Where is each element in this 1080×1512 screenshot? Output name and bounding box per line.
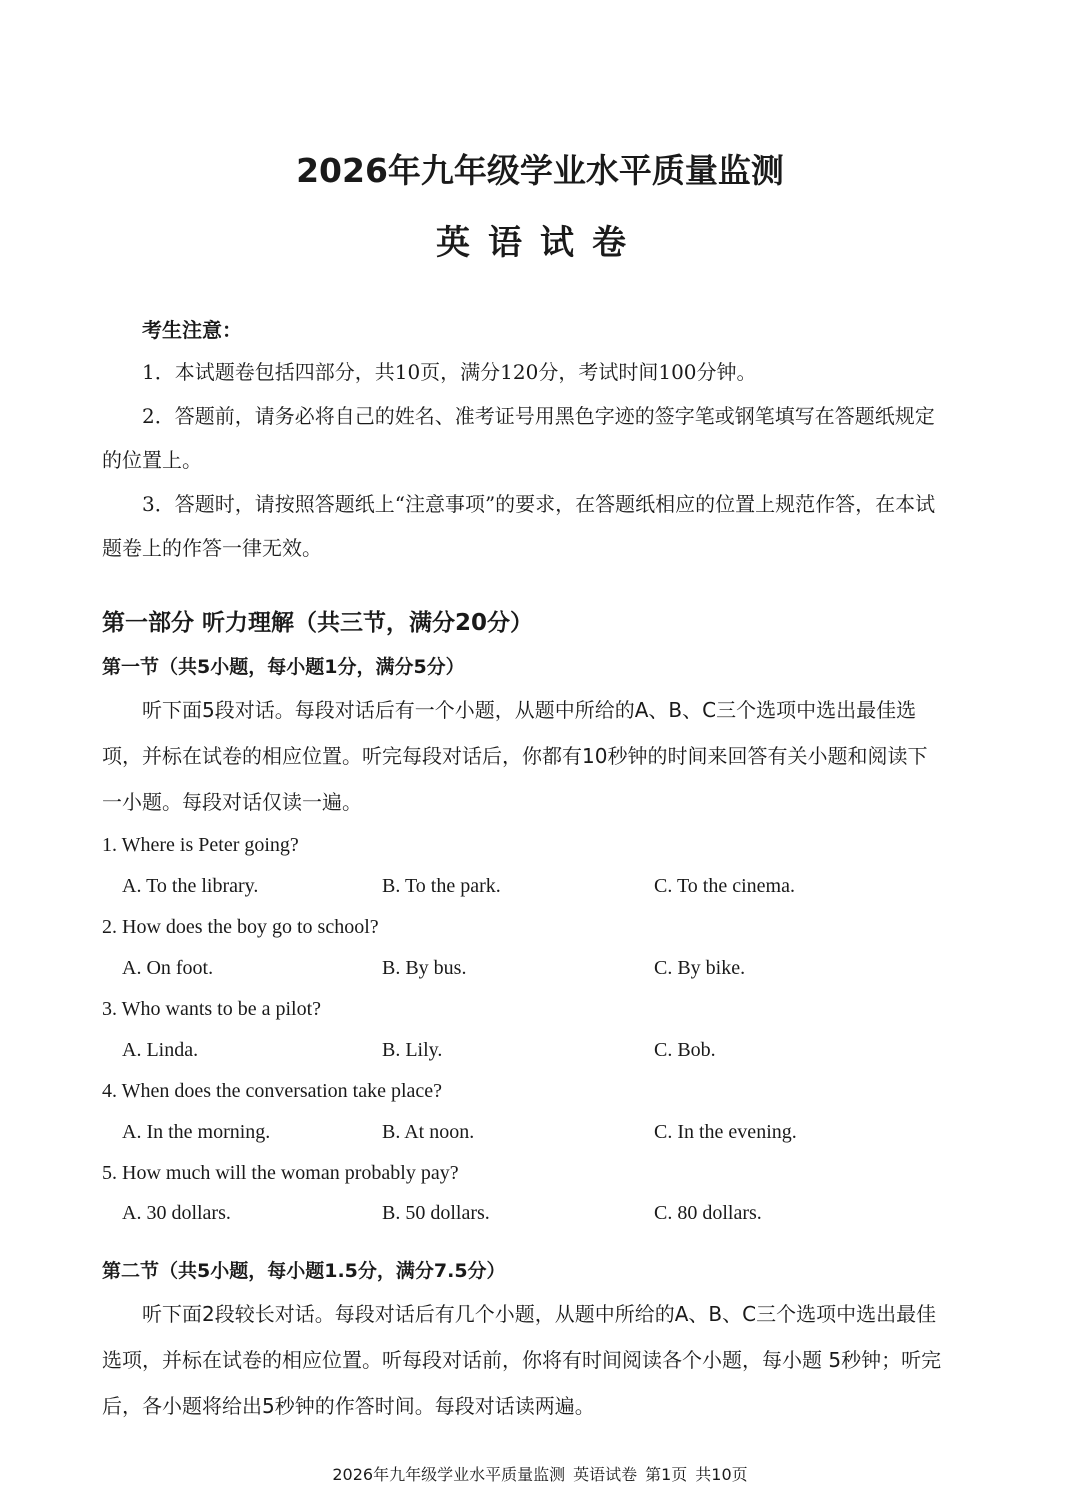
question-5-option-a: A. 30 dollars. (122, 1202, 231, 1224)
section2-instructions: 听下面2段较长对话。每段对话后有几个小题，从题中所给的A、B、C三个选项中选出最佳选项，并标在试卷的相应位置。听每段对话前，你将有时间阅读各个小题，每小题 5秒钟；听完后，各小题将给出5秒钟的作答时间。每段对话读两遍。 (102, 1302, 942, 1418)
question-5-option-c: C. 80 dollars. (654, 1202, 762, 1224)
footer-page: 第1页 (645, 1465, 688, 1484)
question-2-option-b: B. By bus. (382, 957, 467, 979)
notice-item-1: 1．本试题卷包括四部分，共10页，满分120分，考试时间100分钟。 (142, 360, 757, 384)
question-3-option-b: B. Lily. (382, 1039, 443, 1061)
question-5: 5. How much will the woman probably pay? (102, 1162, 459, 1184)
footer-total: 共10页 (695, 1465, 748, 1484)
exam-title: 2026年九年级学业水平质量监测 (296, 151, 784, 190)
notice-heading: 考生注意： (142, 318, 242, 342)
question-5-option-b: B. 50 dollars. (382, 1202, 490, 1224)
question-4-option-a: A. In the morning. (122, 1121, 271, 1143)
exam-subtitle: 英语试卷 (436, 223, 644, 263)
question-3-option-c: C. Bob. (654, 1039, 716, 1061)
question-1: 1. Where is Peter going? (102, 834, 299, 856)
question-4: 4. When does the conversation take place? (102, 1080, 443, 1102)
question-1-option-a: A. To the library. (122, 875, 259, 897)
question-1-option-c: C. To the cinema. (654, 875, 795, 897)
question-2-option-a: A. On foot. (122, 957, 214, 979)
notice-item-3: 3．答题时，请按照答题纸上“注意事项”的要求，在答题纸相应的位置上规范作答，在本试题卷上的作答一律无效。 (102, 492, 936, 560)
question-2-option-c: C. By bike. (654, 957, 746, 979)
question-4-option-b: B. At noon. (382, 1121, 475, 1143)
section1-heading: 第一节（共5小题，每小题1分，满分5分） (102, 656, 465, 678)
footer-exam: 2026年九年级学业水平质量监测 (332, 1465, 566, 1484)
part1-heading: 第一部分 听力理解（共三节，满分20分） (102, 610, 534, 636)
question-4-option-c: C. In the evening. (654, 1121, 797, 1143)
page-footer (0, 1462, 1080, 1485)
section1-instructions: 听下面5段对话。每段对话后有一个小题，从题中所给的A、B、C三个选项中选出最佳选项，并标在试卷的相应位置。听完每段对话后，你都有10秒钟的时间来回答有关小题和阅读下一小题。每段对话仅读一遍。 (102, 698, 928, 814)
footer-subject: 英语试卷 (573, 1465, 638, 1484)
question-3-option-a: A. Linda. (122, 1039, 199, 1061)
question-3: 3. Who wants to be a pilot? (102, 998, 322, 1020)
question-2: 2. How does the boy go to school? (102, 916, 379, 938)
section2-heading: 第二节（共5小题，每小题1.5分，满分7.5分） (102, 1260, 506, 1282)
notice-item-2: 2．答题前，请务必将自己的姓名、准考证号用黑色字迹的签字笔或钢笔填写在答题纸规定的位置上。 (102, 404, 935, 472)
question-1-option-b: B. To the park. (382, 875, 501, 897)
